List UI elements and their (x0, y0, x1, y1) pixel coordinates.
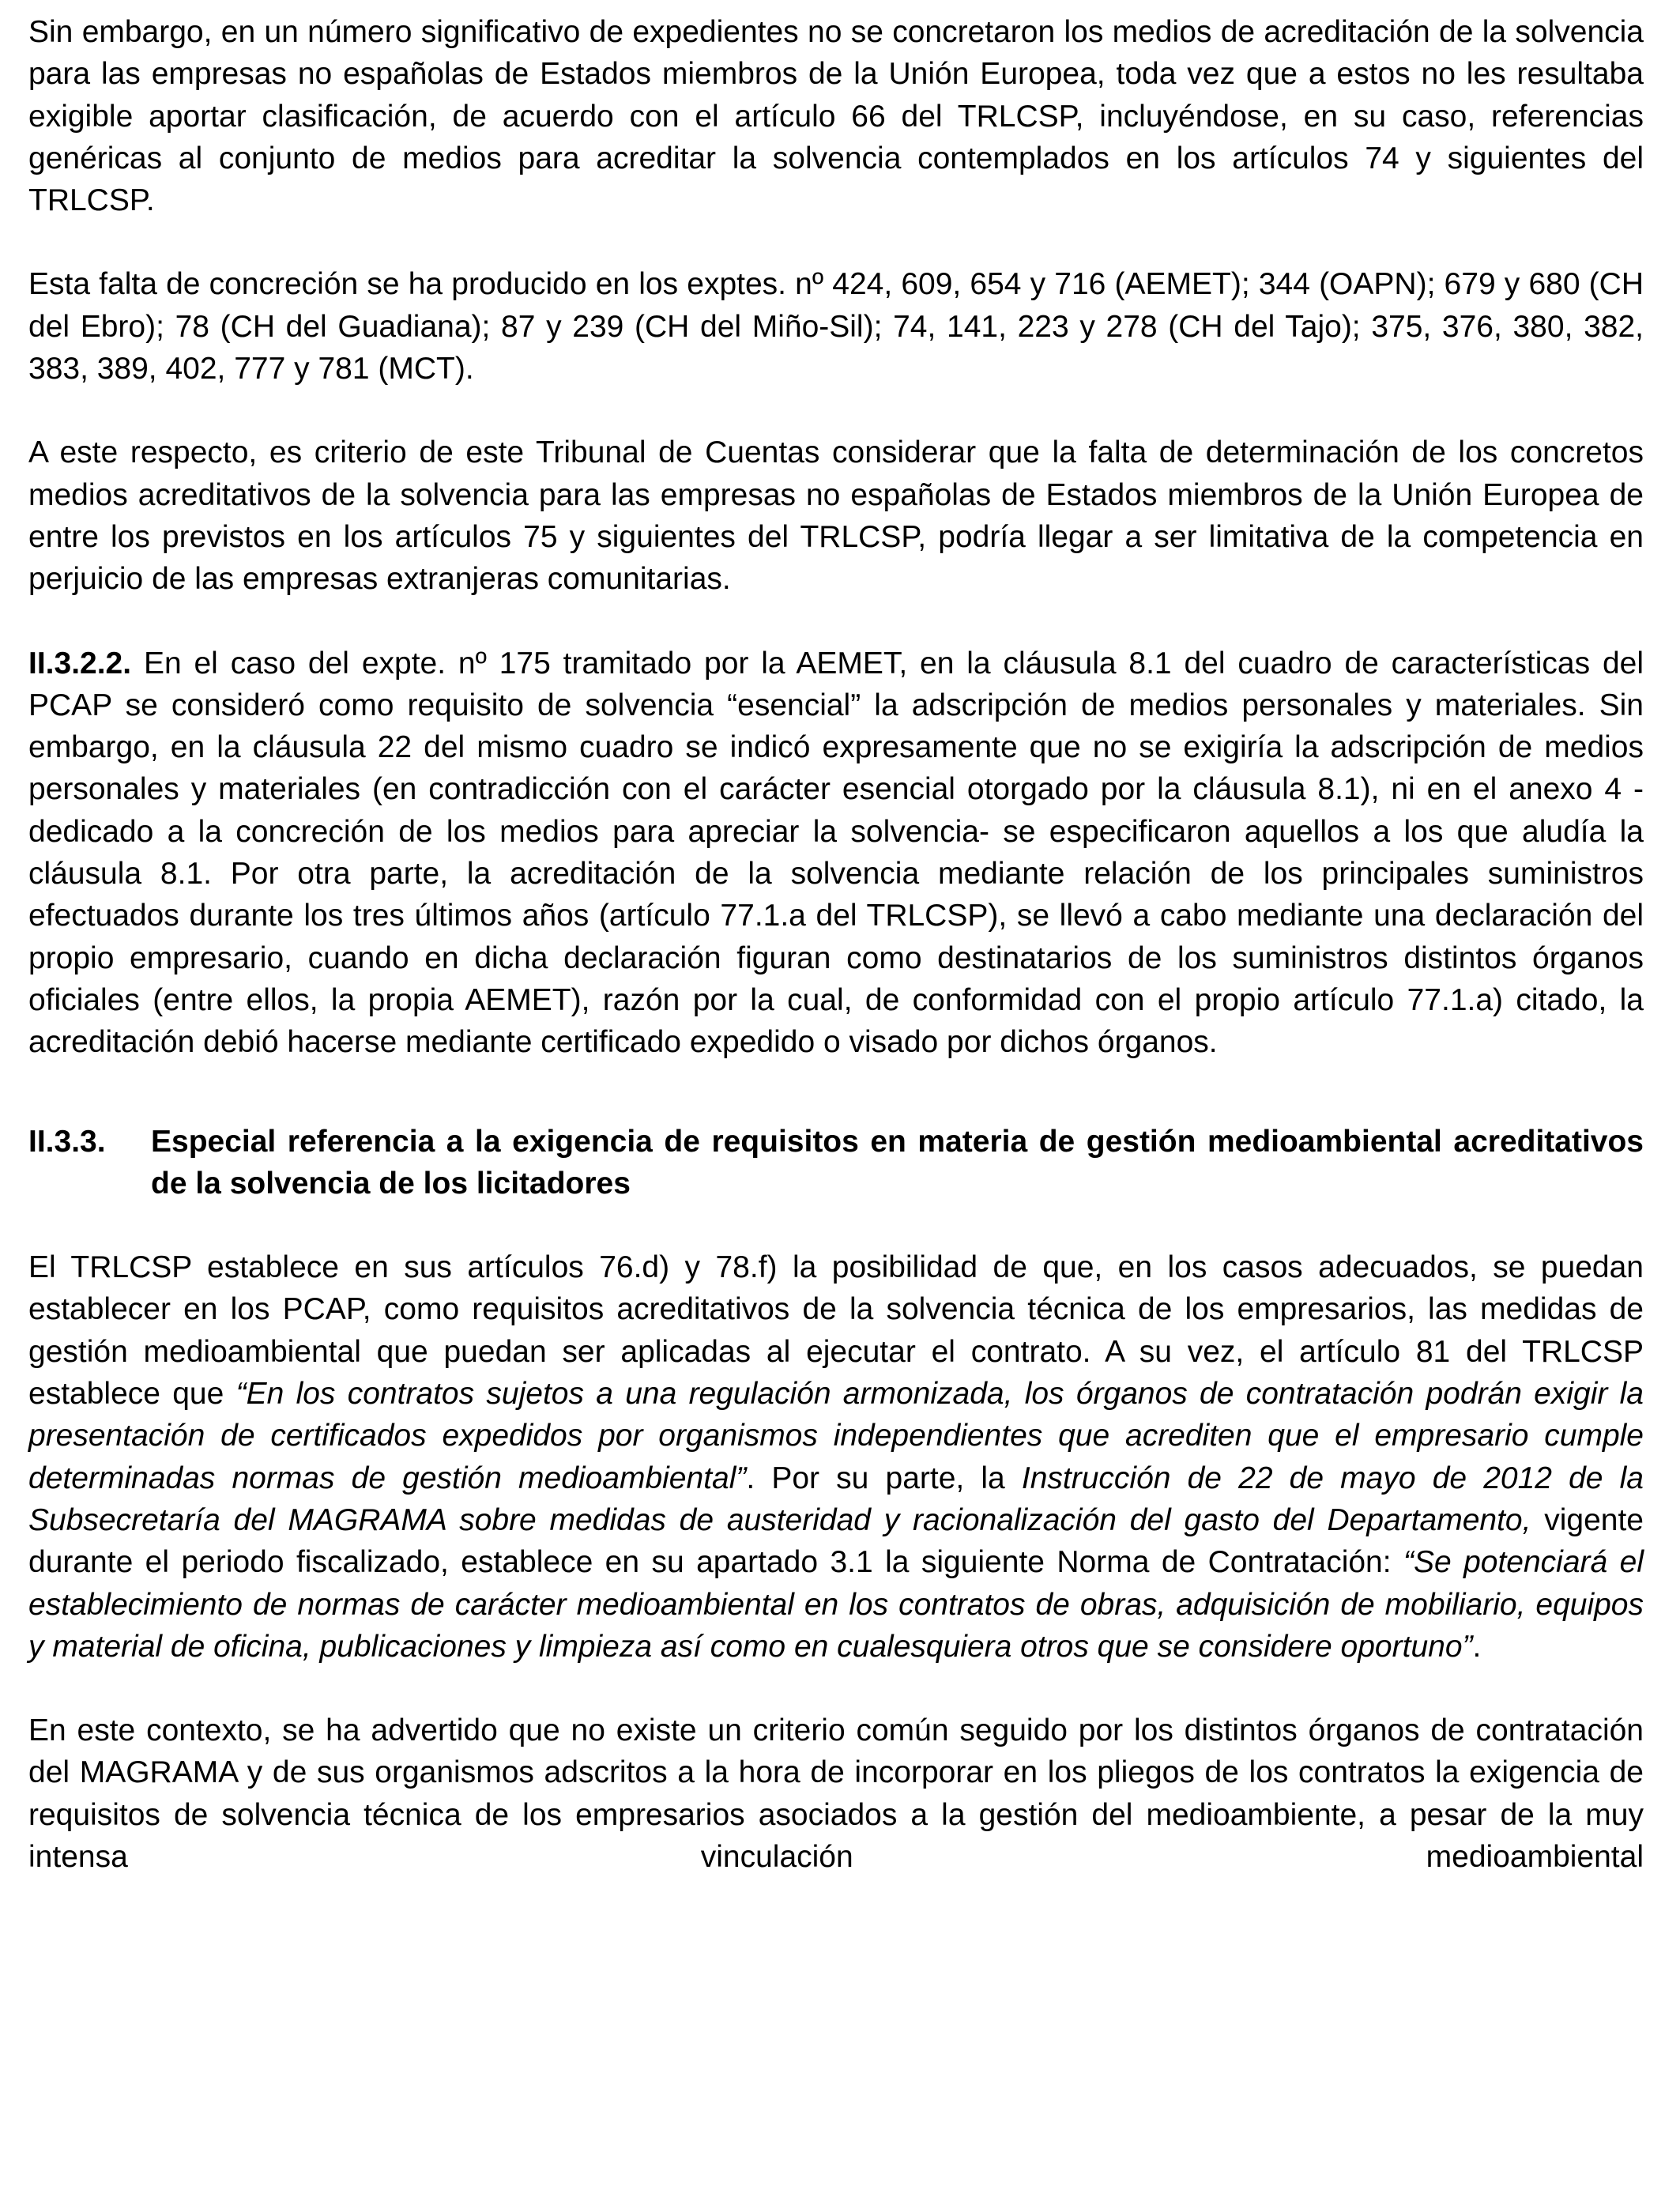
p5-text-3: vigente durante el periodo fiscalizado, establece en su apartado 3.1 la siguiente Norma de Contratación: (28, 1502, 1644, 1580)
paragraph-expte-175-text: En el caso del expte. nº 175 tramitado por la AEMET, en la cláusula 8.1 del cuadro de características del PCAP se consideró como requisito de solvencia “esencial” la adscripción de medios personales y materiales. Sin embargo, en la cláusula 22 del mismo cuadro se indicó expresamente que no se exigiría la adscripción de medios personales y materiales (en contradicción con el carácter esencial otorgado por la cláusula 8.1), ni en el anexo 4 -dedicado a la concreción de los medios para apreciar la solvencia- se especificaron aquellos a los que aludía la cláusula 8.1. Por otra parte, la acreditación de la solvencia mediante relación de los principales suministros efectuados durante los tres últimos años (artículo 77.1.a del TRLCSP), se llevó a cabo mediante una declaración del propio empresario, cuando en dicha declaración figuran como destinatarios de los suministros distintos órganos oficiales (entre ellos, la propia AEMET), razón por la cual, de conformidad con el propio artículo 77.1.a) citado, la acreditación debió hacerse mediante certificado expedido o visado por dichos órganos. (28, 646, 1644, 1060)
p5-text-4: . (1472, 1629, 1482, 1664)
section-title: Especial referencia a la exigencia de requisitos en materia de gestión medioambiental acreditativos de la solvencia de los licitadores (151, 1124, 1644, 1201)
paragraph-expte-175 (28, 643, 1644, 1064)
p5-quote-articulo-81: “En los contratos sujetos a una regulación armonizada, los órganos de contratación podrán exigir la presentación de certificados expedidos por organismos independientes que acrediten que el empresario cumple determinadas normas de gestión medioambiental” (28, 1377, 1644, 1495)
section-number: II.3.3. (28, 1124, 106, 1159)
document-page (28, 11, 1644, 1878)
p5-text-1: El TRLCSP establece en sus artículos 76.d) y 78.f) la posibilidad de que, en los casos adecuados, se puedan establecer en los PCAP, como requisitos acreditativos de la solvencia técnica de los empresarios, las medidas de gestión medioambiental que puedan ser aplicadas al ejecutar el contrato. A su vez, el artículo 81 del TRLCSP establece que (28, 1250, 1644, 1412)
paragraph-trlcsp-gestion-medioambiental (28, 1246, 1644, 1668)
p5-text-2: . Por su parte, la (746, 1461, 1022, 1495)
paragraph-solvencia-eu: Sin embargo, en un número significativo de expedientes no se concretaron los medios de acreditación de la solvencia para las empresas no españolas de Estados miembros de la Unión Europea, toda vez que a estos no les resultaba exigible aportar clasificación, de acuerdo con el artículo 66 del TRLCSP, incluyéndose, en su caso, referencias genéricas al conjunto de medios para acreditar la solvencia contemplados en los artículos 74 y siguientes del TRLCSP. (28, 15, 1644, 218)
paragraph-contexto-criterio: En este contexto, se ha advertido que no existe un criterio común seguido por los distintos órganos de contratación del MAGRAMA y de sus organismos adscritos a la hora de incorporar en los pliegos de los contratos la exigencia de requisitos de solvencia técnica de los empresarios asociados a la gestión del medioambiente, a pesar de la muy intensa vinculación medioambiental (28, 1713, 1644, 1874)
paragraph-exptes-list: Esta falta de concreción se ha producido en los exptes. nº 424, 609, 654 y 716 (AEMET); 344 (OAPN); 679 y 680 (CH del Ebro); 78 (CH del Guadiana); 87 y 239 (CH del Miño-Sil); 74, 141, 223 y 278 (CH del Tajo); 375, 376, 380, 382, 383, 389, 402, 777 y 781 (MCT). (28, 267, 1644, 386)
section-heading-ii-3-3 (28, 1121, 1644, 1205)
p5-instruccion-title: Instrucción de 22 de mayo de 2012 de la Subsecretaría del MAGRAMA sobre medidas de austeridad y racionalización del gasto del Departamento, (28, 1461, 1644, 1537)
p5-quote-norma-contratacion: “Se potenciará el establecimiento de normas de carácter medioambiental en los contratos de obras, adquisición de mobiliario, equipos y material de oficina, publicaciones y limpieza así como en cualesquiera otros que se considere oportuno” (28, 1545, 1644, 1664)
paragraph-tribunal-criterio: A este respecto, es criterio de este Tribunal de Cuentas considerar que la falta de determinación de los concretos medios acreditativos de la solvencia para las empresas no españolas de Estados miembros de la Unión Europea de entre los previstos en los artículos 75 y siguientes del TRLCSP, podría llegar a ser limitativa de la competencia en perjuicio de las empresas extranjeras comunitarias. (28, 435, 1644, 597)
section-label-ii-3-2-2: II.3.2.2. (28, 646, 132, 680)
